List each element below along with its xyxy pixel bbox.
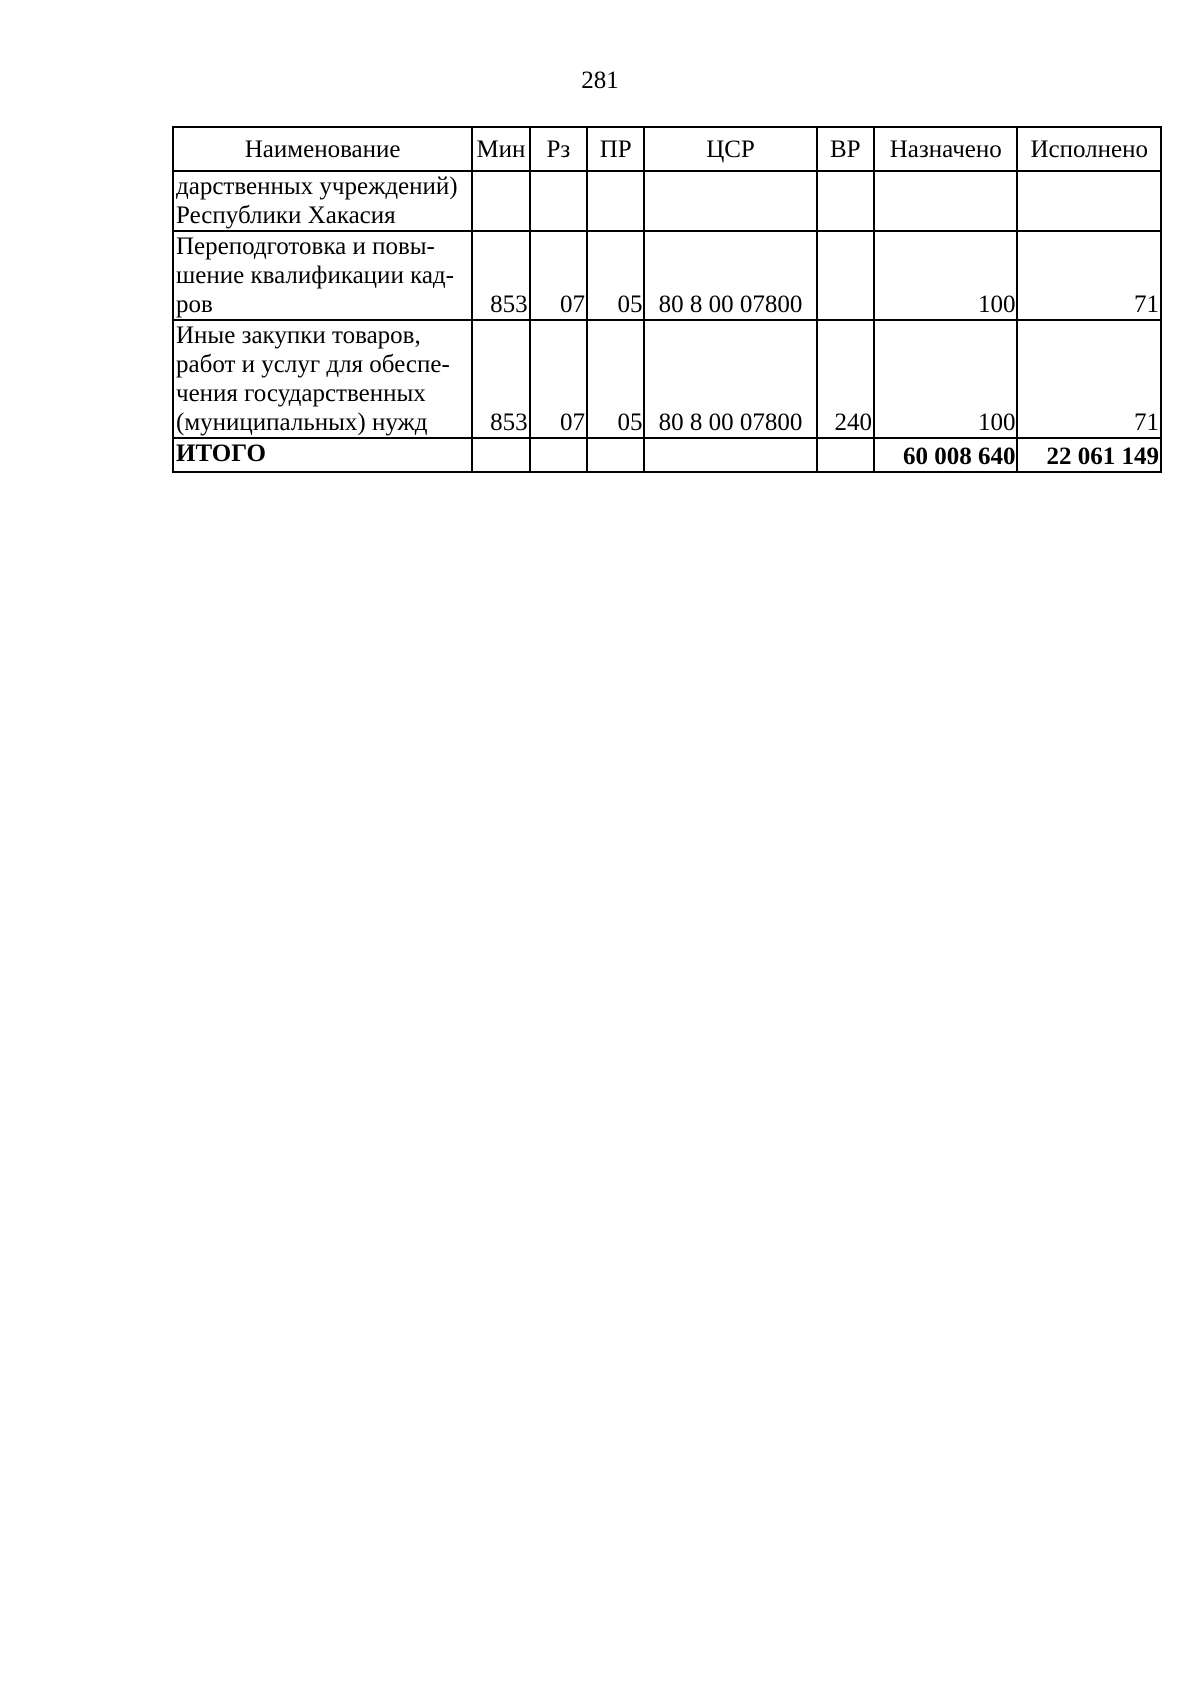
row-executed-cell: 71 bbox=[1017, 231, 1161, 320]
row-name-cell bbox=[173, 320, 472, 438]
row-executed-cell: 71 bbox=[1017, 320, 1161, 438]
total-assigned: 60 008 640 bbox=[874, 438, 1017, 472]
row-csr-cell: 80 8 00 07800 bbox=[644, 231, 816, 320]
row-name-line: Республики Хакасия bbox=[176, 202, 396, 229]
header-row bbox=[173, 127, 1161, 171]
row-name-line: дарственных учреждений) bbox=[176, 173, 458, 200]
row-csr-cell: 80 8 00 07800 bbox=[644, 320, 816, 438]
row-pr-cell: 05 bbox=[587, 320, 644, 438]
table-row bbox=[173, 231, 1161, 320]
row-name-line: чения государственных bbox=[176, 380, 426, 407]
row-assigned-cell: 100 bbox=[874, 231, 1017, 320]
row-name-cell bbox=[173, 231, 472, 320]
row-assigned-cell: 100 bbox=[874, 320, 1017, 438]
total-label: ИТОГО bbox=[173, 438, 472, 472]
header-name: Наименование bbox=[173, 127, 472, 171]
total-csr-cell bbox=[644, 438, 816, 472]
total-pr-cell bbox=[587, 438, 644, 472]
header-rz: Рз bbox=[530, 127, 587, 171]
budget-table bbox=[172, 126, 1162, 473]
row-vr-cell bbox=[817, 171, 874, 231]
row-name-line: Переподготовка и повы- bbox=[176, 233, 435, 260]
row-pr-cell bbox=[587, 171, 644, 231]
page-number: 281 bbox=[581, 67, 619, 94]
total-row bbox=[173, 438, 1161, 472]
row-name-line: Иные закупки товаров, bbox=[176, 322, 421, 349]
header-csr: ЦСР bbox=[644, 127, 816, 171]
row-pr-cell: 05 bbox=[587, 231, 644, 320]
table-row bbox=[173, 171, 1161, 231]
row-min-cell: 853 bbox=[472, 231, 529, 320]
table-row bbox=[173, 320, 1161, 438]
row-vr-cell: 240 bbox=[817, 320, 874, 438]
row-csr-cell bbox=[644, 171, 816, 231]
row-vr-cell bbox=[817, 231, 874, 320]
total-rz-cell bbox=[530, 438, 587, 472]
row-executed-cell bbox=[1017, 171, 1161, 231]
total-min-cell bbox=[472, 438, 529, 472]
header-executed: Исполнено bbox=[1017, 127, 1161, 171]
row-name-line: шение квалификации кад- bbox=[176, 262, 454, 289]
row-name-line: (муниципальных) нужд bbox=[176, 409, 428, 436]
header-vr: ВР bbox=[817, 127, 874, 171]
header-min: Мин bbox=[472, 127, 529, 171]
row-rz-cell: 07 bbox=[530, 231, 587, 320]
row-rz-cell bbox=[530, 171, 587, 231]
row-name-line: ров bbox=[176, 291, 213, 318]
row-name-line: работ и услуг для обеспе- bbox=[176, 351, 450, 378]
row-rz-cell: 07 bbox=[530, 320, 587, 438]
row-min-cell: 853 bbox=[472, 320, 529, 438]
total-executed: 22 061 149 bbox=[1017, 438, 1161, 472]
header-pr: ПР bbox=[587, 127, 644, 171]
row-assigned-cell bbox=[874, 171, 1017, 231]
total-vr-cell bbox=[817, 438, 874, 472]
row-name-cell bbox=[173, 171, 472, 231]
header-assigned: Назначено bbox=[874, 127, 1017, 171]
row-min-cell bbox=[472, 171, 529, 231]
